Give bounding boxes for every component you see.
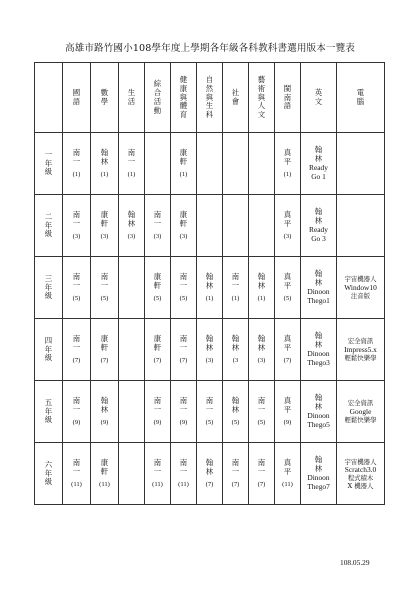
table-cell: 翰 林 (1) [91,133,119,195]
table-cell: 康 軒 (7) [91,319,119,381]
table-cell: 翰 林 (7) [197,443,223,505]
header-cell: 自 然 與 生 科 [197,63,223,133]
table-cell: 南 一 (11) [63,443,91,505]
table-cell: 宇宙機器人 Window10 注音版 [337,257,385,319]
header-cell: 健 康 與 體 育 [171,63,197,133]
table-cell: 康 軒 (11) [91,443,119,505]
table-cell: 南 一 (5) [249,381,275,443]
header-cell: 生 活 [119,63,145,133]
table-cell: 南 一 (3) [63,195,91,257]
table-cell: 康 軒 (7) [145,319,171,381]
textbook-table [34,62,385,505]
grade-cell: 六 年 級 [35,443,63,505]
table-row [35,443,385,505]
table-cell: 南 一 (7) [249,443,275,505]
header-cell: 英 文 [301,63,337,133]
table-cell: 康 軒 (5) [145,257,171,319]
table-cell [249,133,275,195]
table-cell: 南 一 (9) [145,381,171,443]
grade-cell: 四 年 級 [35,319,63,381]
header-cell: 數 學 [91,63,119,133]
table-cell: 南 一 (1) [223,257,249,319]
table-cell: 南 一 (7) [223,443,249,505]
table-cell: 真 平 (5) [275,257,301,319]
table-cell: 真 平 (9) [275,381,301,443]
table-cell: 南 一 (7) [171,319,197,381]
grade-cell: 三 年 級 [35,257,63,319]
table-cell: 康 軒 (3) [171,195,197,257]
table-cell [119,381,145,443]
table-cell [249,195,275,257]
table-cell: 翰 林 (3) [119,195,145,257]
table-cell: 翰 林 (9) [91,381,119,443]
table-cell [119,319,145,381]
table-cell [119,443,145,505]
table-row [35,319,385,381]
table-cell: 宏全資訊 Google 輕鬆快樂學 [337,381,385,443]
table-cell: 康 軒 (1) [171,133,197,195]
header-cell: 閩 南 語 [275,63,301,133]
table-cell: 翰 林 Ready Go 1 [301,133,337,195]
table-row [35,381,385,443]
table-cell: 南 一 (3) [145,195,171,257]
table-cell: 真 平 (7) [275,319,301,381]
table-cell: 南 一 (5) [91,257,119,319]
table-cell: 翰 林 Dinoon Thego5 [301,381,337,443]
table-cell: 南 一 (11) [171,443,197,505]
table-cell: 南 一 (5) [197,381,223,443]
grade-cell: 五 年 級 [35,381,63,443]
table-cell: 翰 林 Dinoon Thego1 [301,257,337,319]
table-cell: 宇宙機器人 Scratch3.0 程式積木 X 機器人 [337,443,385,505]
table-cell [145,133,171,195]
table-cell: 南 一 (9) [171,381,197,443]
table-cell: 南 一 (1) [119,133,145,195]
table-cell: 宏全資訊 Impress5.x 輕鬆快樂學 [337,319,385,381]
table-row [35,133,385,195]
table-cell: 真 平 (3) [275,195,301,257]
grade-cell: 一 年 級 [35,133,63,195]
table-cell [223,133,249,195]
table-cell: 南 一 (5) [63,257,91,319]
table-cell: 翰 林 (3 [223,319,249,381]
page-title: 高雄市路竹國小108學年度上學期各年級各科教科書選用版本一覽表 [64,43,356,54]
header-cell: 藝 術 與 人 文 [249,63,275,133]
table-cell [337,133,385,195]
table-cell: 康 軒 (3) [91,195,119,257]
table-cell [197,195,223,257]
header-cell: 綜 合 活 動 [145,63,171,133]
table-cell: 翰 林 (5) [223,381,249,443]
table-cell: 翰 林 Ready Go 3 [301,195,337,257]
table-cell [223,195,249,257]
table-cell: 翰 林 Dinoon Thego7 [301,443,337,505]
header-corner-cell [35,63,63,133]
table-cell: 翰 林 (3) [197,319,223,381]
table-cell: 翰 林 Dinoon Thego3 [301,319,337,381]
table-cell: 翰 林 (1) [197,257,223,319]
table-cell [119,257,145,319]
table-cell [337,195,385,257]
table-cell: 南 一 (7) [63,319,91,381]
header-cell: 社 會 [223,63,249,133]
table-row [35,257,385,319]
table-cell: 翰 林 (3) [249,319,275,381]
table-row [35,195,385,257]
table-cell: 南 一 (1) [63,133,91,195]
table-header-row [35,63,385,133]
table-cell: 翰 林 (1) [249,257,275,319]
grade-cell: 二 年 級 [35,195,63,257]
date-stamp: 108.05.29 [340,558,370,567]
table-cell: 真 平 (1) [275,133,301,195]
table-cell: 南 一 (5) [171,257,197,319]
header-cell: 國 語 [63,63,91,133]
table-cell: 真 平 (11) [275,443,301,505]
table-cell: 南 一 (9) [63,381,91,443]
table-cell: 南 一 (11) [145,443,171,505]
table-cell [197,133,223,195]
header-cell: 電 腦 [337,63,385,133]
